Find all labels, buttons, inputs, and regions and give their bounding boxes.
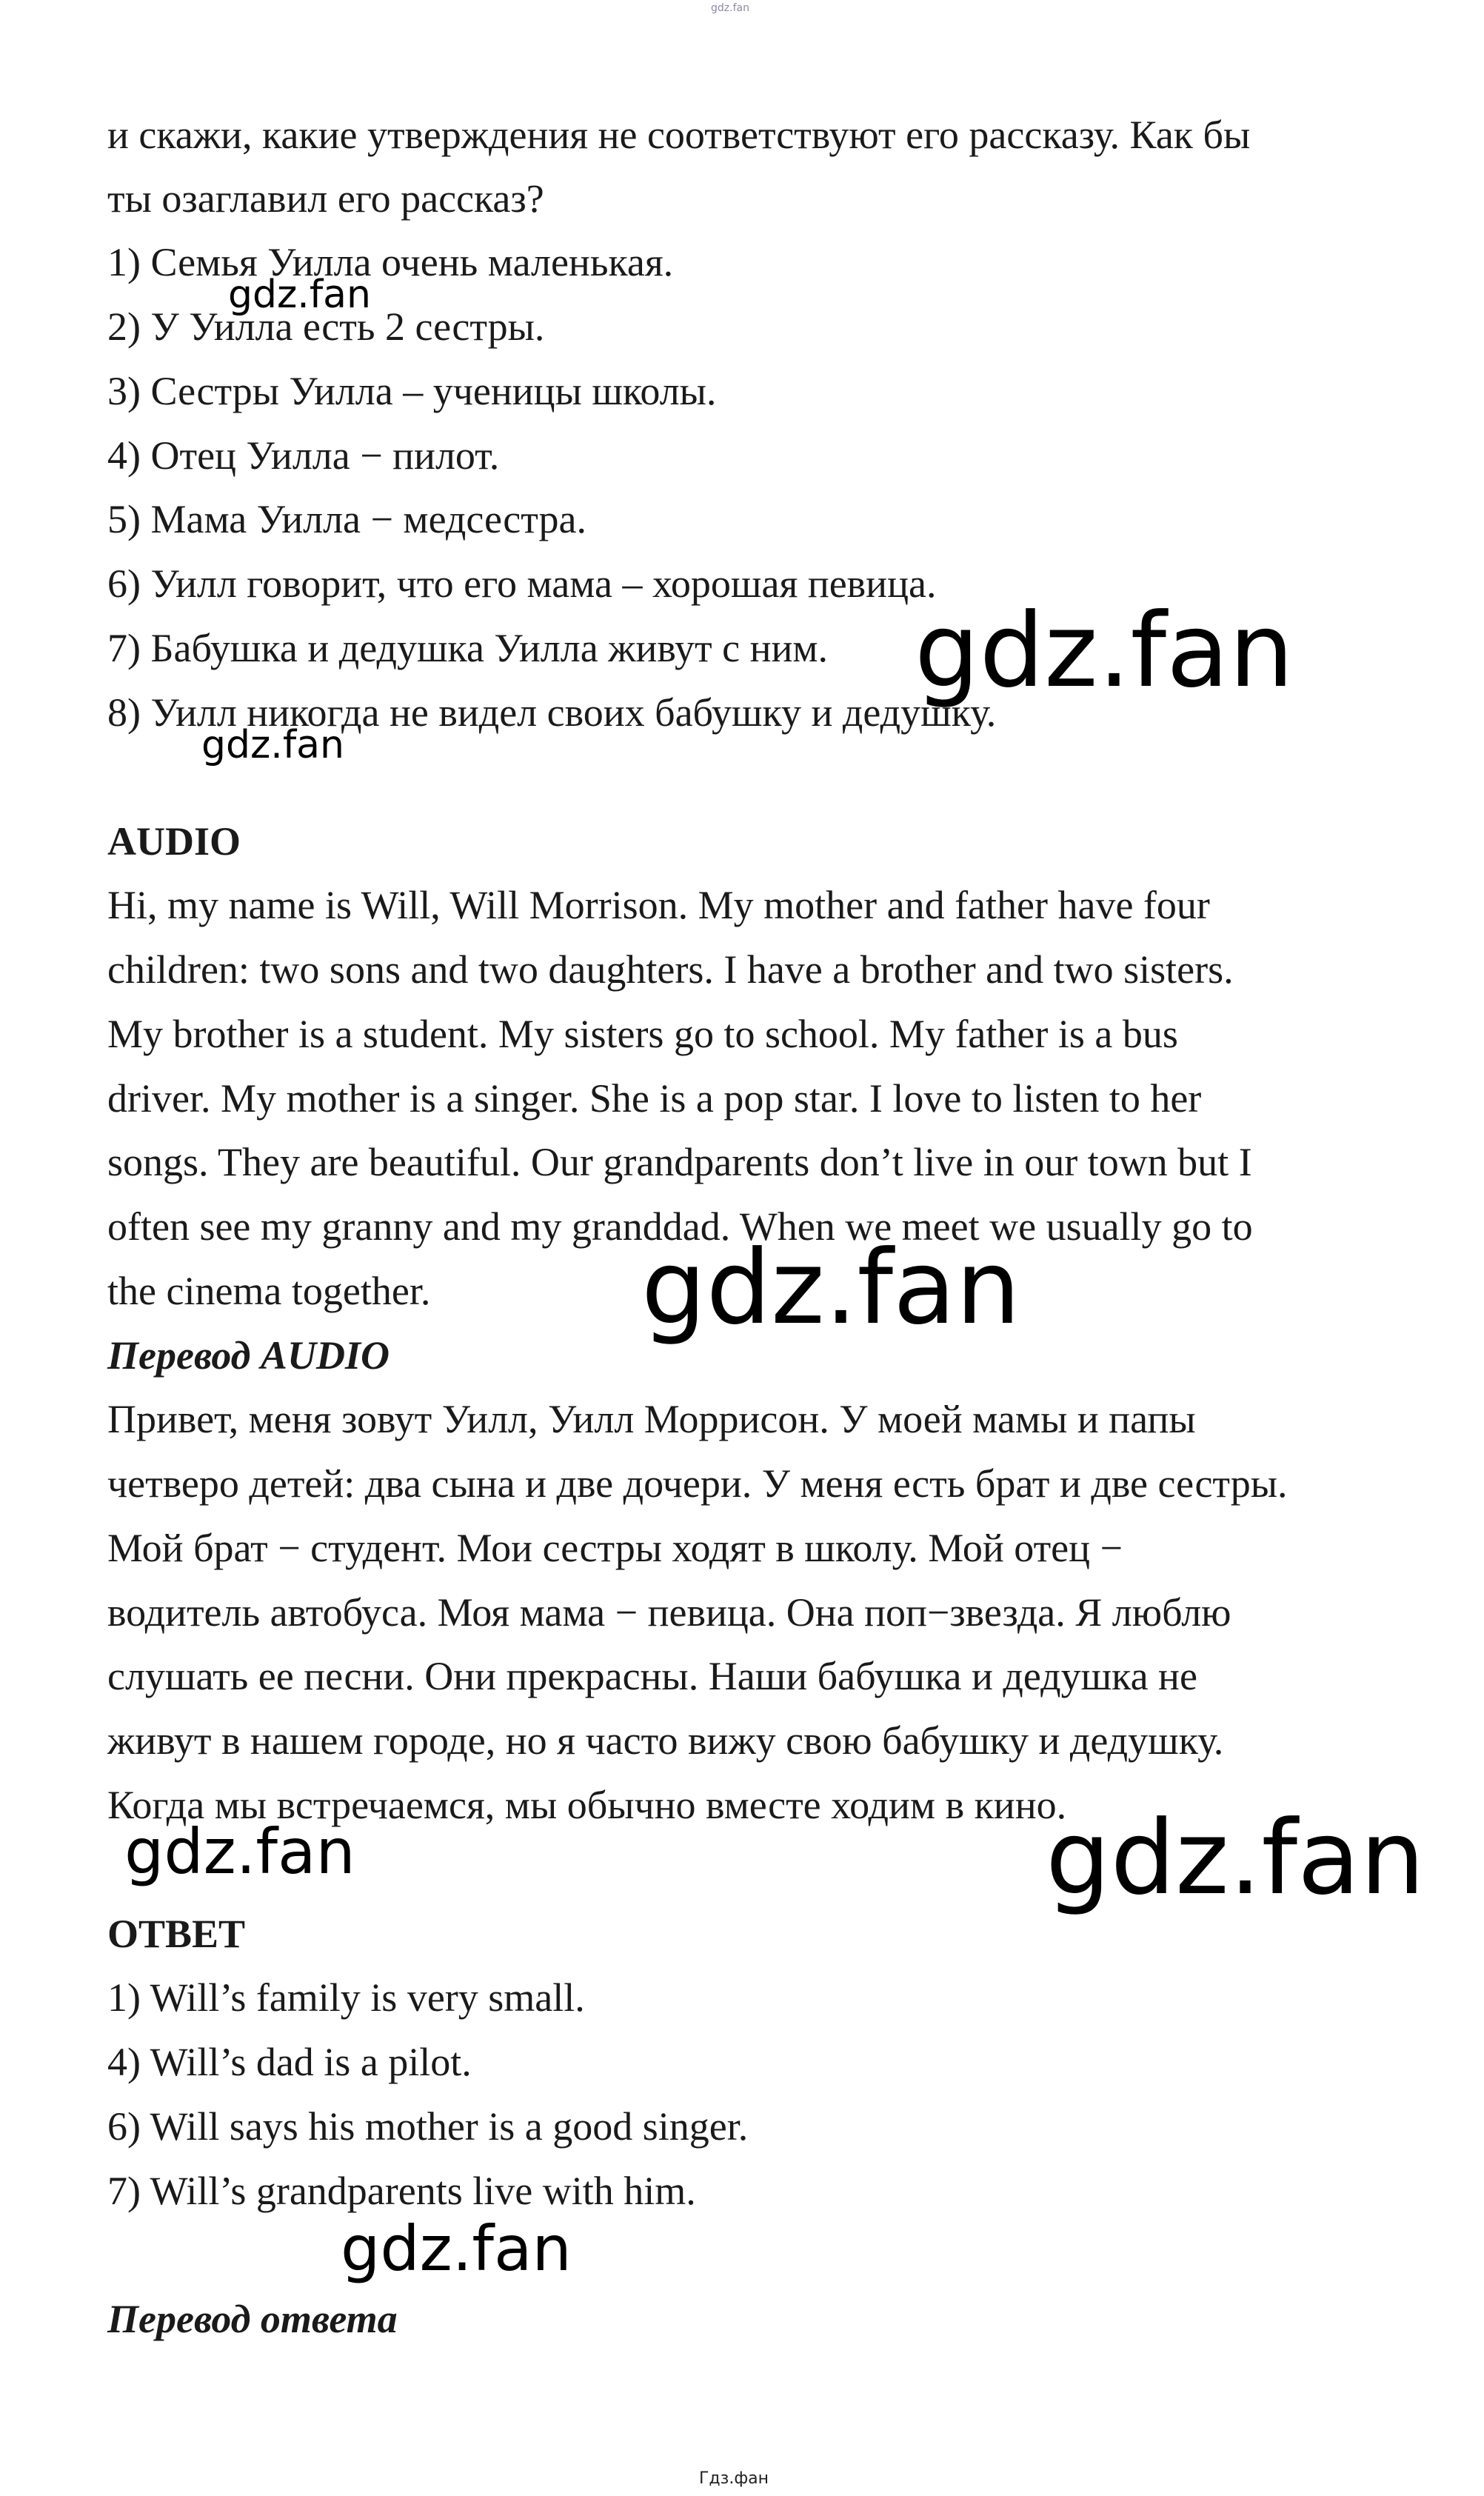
statement-2: 2) У Уилла есть 2 сестры. bbox=[107, 304, 545, 349]
answer-translation-heading: Перевод ответа bbox=[107, 2297, 398, 2341]
audio-translation-line-4: водитель автобуса. Моя мама − певица. Она поп−звезда. Я люблю bbox=[107, 1590, 1231, 1635]
watermark-top: gdz.fan bbox=[711, 2, 749, 14]
audio-heading: AUDIO bbox=[107, 819, 241, 864]
statement-3: 3) Сестры Уилла – ученицы школы. bbox=[107, 369, 717, 413]
intro-line-1: и скажи, какие утверждения не соответствуют его рассказу. Как бы bbox=[107, 113, 1251, 157]
answer-heading: ОТВЕТ bbox=[107, 1912, 246, 1956]
watermark: gdz.fan bbox=[1046, 1798, 1425, 1918]
watermark: gdz.fan bbox=[341, 2212, 572, 2285]
watermark: gdz.fan bbox=[124, 1815, 355, 1888]
audio-translation-line-1: Привет, меня зовут Уилл, Уилл Моррисон. У моей мамы и папы bbox=[107, 1397, 1196, 1441]
answer-line-4: 7) Will’s grandparents live with him. bbox=[107, 2169, 696, 2213]
audio-translation-line-7: Когда мы встречаемся, мы обычно вместе ходим в кино. bbox=[107, 1783, 1067, 1827]
statement-7: 7) Бабушка и дедушка Уилла живут с ним. bbox=[107, 626, 829, 670]
footer-text: Гдз.фан bbox=[699, 2469, 769, 2488]
audio-translation-heading: Перевод AUDIO bbox=[107, 1333, 390, 1378]
audio-line-6: often see my granny and my granddad. When we meet we usually go to bbox=[107, 1204, 1253, 1249]
statement-4: 4) Отец Уилла − пилот. bbox=[107, 433, 500, 478]
audio-line-5: songs. They are beautiful. Our grandparents don’t live in our town but I bbox=[107, 1140, 1252, 1184]
watermark: gdz.fan bbox=[201, 723, 344, 767]
audio-line-7: the cinema together. bbox=[107, 1269, 431, 1313]
statement-6: 6) Уилл говорит, что его мама – хорошая певица. bbox=[107, 561, 937, 606]
intro-line-2: ты озаглавил его рассказ? bbox=[107, 176, 544, 221]
watermark: gdz.fan bbox=[228, 273, 371, 317]
answer-line-2: 4) Will’s dad is a pilot. bbox=[107, 2040, 472, 2084]
watermark: gdz.fan bbox=[641, 1228, 1021, 1347]
statement-8: 8) Уилл никогда не видел своих бабушку и дедушку. bbox=[107, 690, 997, 735]
watermark: gdz.fan bbox=[915, 591, 1294, 710]
audio-line-4: driver. My mother is a singer. She is a pop star. I love to listen to her bbox=[107, 1076, 1202, 1121]
statement-5: 5) Мама Уилла − медсестра. bbox=[107, 497, 586, 541]
audio-translation-line-5: слушать ее песни. Они прекрасны. Наши бабушка и дедушка не bbox=[107, 1654, 1197, 1698]
audio-translation-line-2: четверо детей: два сына и две дочери. У меня есть брат и две сестры. bbox=[107, 1461, 1288, 1506]
statement-1: 1) Семья Уилла очень маленькая. bbox=[107, 240, 674, 284]
audio-translation-line-3: Мой брат − студент. Мои сестры ходят в школу. Мой отец − bbox=[107, 1526, 1123, 1570]
audio-line-2: children: two sons and two daughters. I have a brother and two sisters. bbox=[107, 947, 1234, 992]
answer-line-1: 1) Will’s family is very small. bbox=[107, 1975, 585, 2020]
audio-line-3: My brother is a student. My sisters go to school. My father is a bus bbox=[107, 1012, 1178, 1056]
answer-line-3: 6) Will says his mother is a good singer. bbox=[107, 2104, 749, 2149]
audio-translation-line-6: живут в нашем городе, но я часто вижу свою бабушку и дедушку. bbox=[107, 1718, 1224, 1763]
audio-line-1: Hi, my name is Will, Will Morrison. My mother and father have four bbox=[107, 883, 1210, 927]
